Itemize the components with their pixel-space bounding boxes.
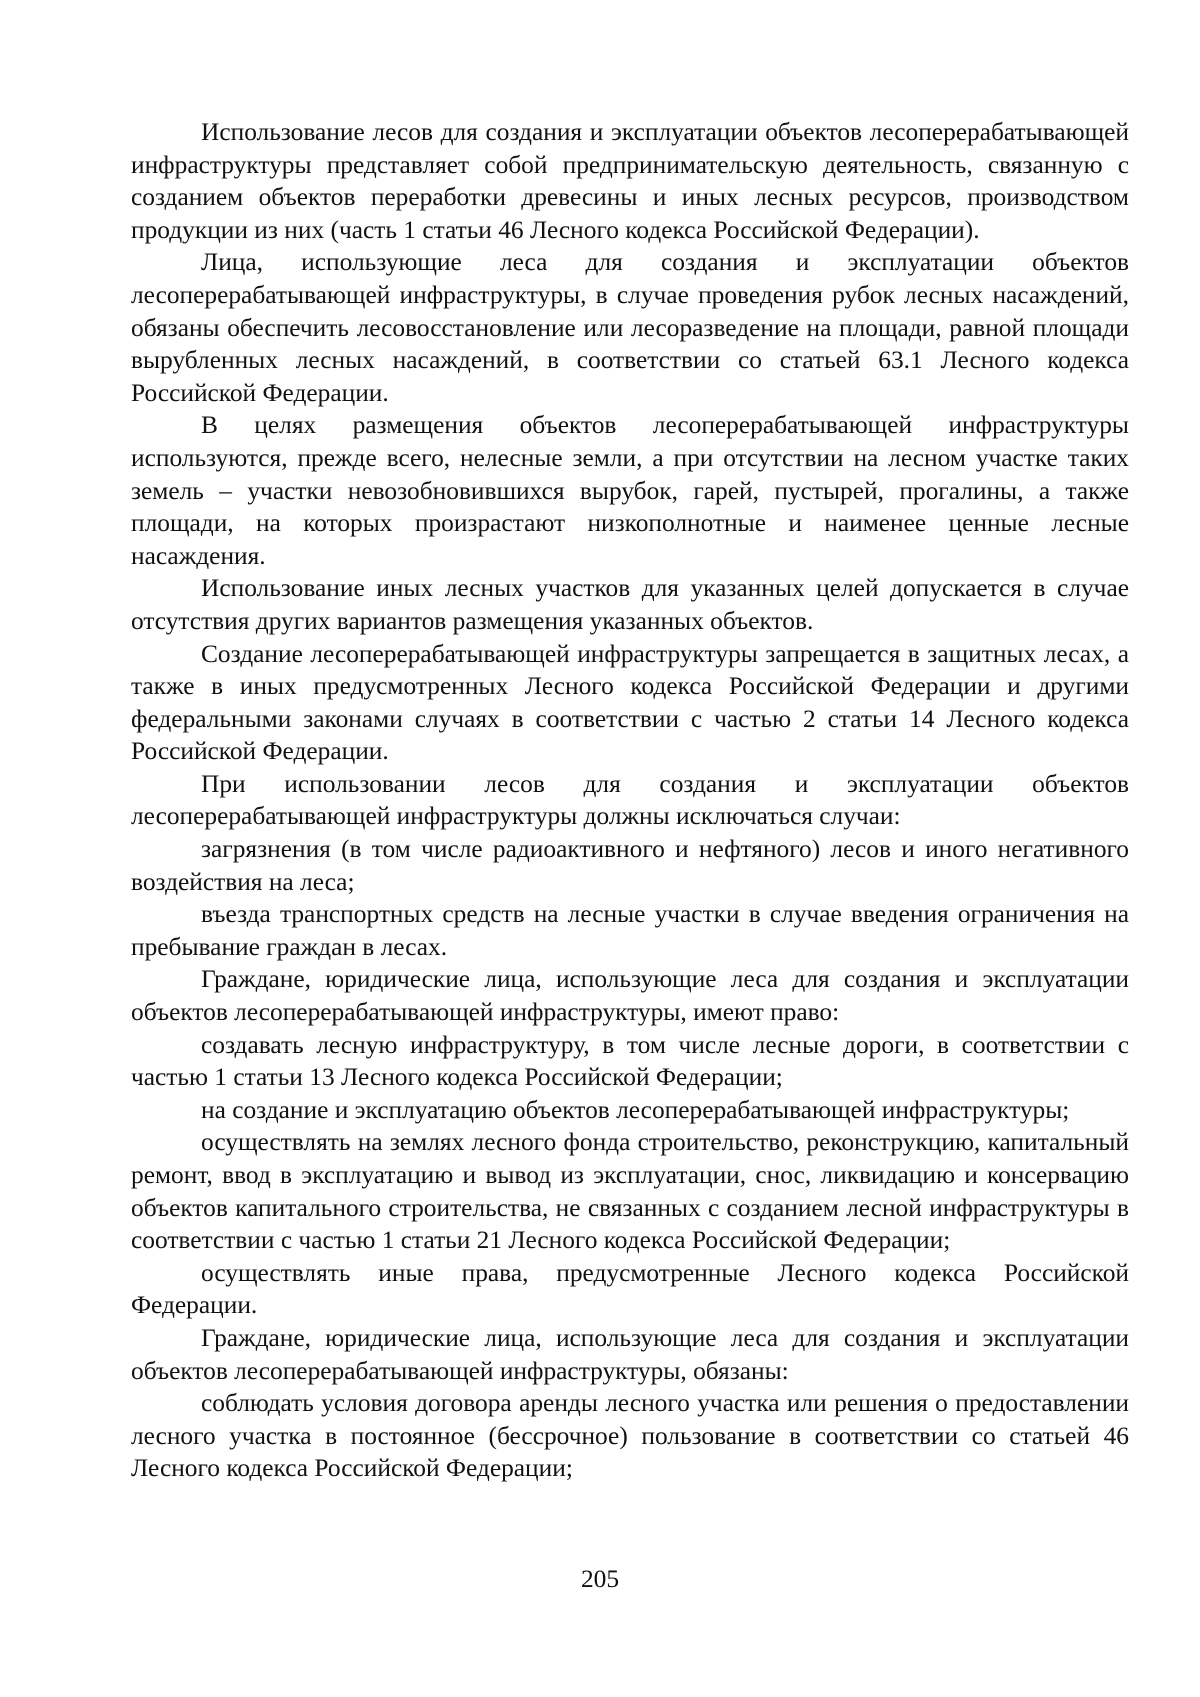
paragraph: соблюдать условия договора аренды лесного участка или решения о предоставлении лесного участка в постоянное (бессрочное) пользование в соответствии со статьей 46 Лесного кодекса Российской Федерации; [131, 1389, 1129, 1483]
paragraph: При использовании лесов для создания и эксплуатации объектов лесоперерабатывающей инфраструктуры должны исключаться случаи: [131, 769, 1129, 831]
paragraph: В целях размещения объектов лесоперерабатывающей инфраструктуры используются, прежде всего, нелесные земли, а при отсутствии на лесном участке таких земель – участки невозобновившихся вырубок, гарей, пустырей, прогалины, а также площади, на которых произрастают низкополнотные и наименее ценные лесные насаждения. [131, 411, 1129, 570]
paragraph: Создание лесоперерабатывающей инфраструктуры запрещается в защитных лесах, а также в иных предусмотренных Лесного кодекса Российской Федерации и другими федеральными законами случаях в соответствии с частью 2 статьи 14 Лесного кодекса Российской Федерации. [131, 639, 1129, 766]
paragraph: Использование иных лесных участков для указанных целей допускается в случае отсутствия других вариантов размещения указанных объектов. [131, 574, 1129, 635]
paragraph: Граждане, юридические лица, использующие леса для создания и эксплуатации объектов лесоперерабатывающей инфраструктуры, обязаны: [131, 1323, 1129, 1385]
paragraph: Использование лесов для создания и эксплуатации объектов лесоперерабатывающей инфраструктуры представляет собой предпринимательскую деятельность, связанную с созданием объектов переработки древесины и иных лесных ресурсов, производством продукции из них (часть 1 статьи 46 Лесного кодекса Российской Федерации). [131, 118, 1129, 244]
document-body [131, 116, 1129, 1485]
paragraph: Граждане, юридические лица, использующие леса для создания и эксплуатации объектов лесоперерабатывающей инфраструктуры, имеют право: [131, 965, 1129, 1027]
paragraph: на создание и эксплуатацию объектов лесоперерабатывающей инфраструктуры; [201, 1095, 1070, 1124]
paragraph: осуществлять иные права, предусмотренные Лесного кодекса Российской Федерации. [131, 1258, 1129, 1320]
paragraph: Лица, использующие леса для создания и эксплуатации объектов лесоперерабатывающей инфраструктуры, в случае проведения рубок лесных насаждений, обязаны обеспечить лесовосстановление или лесоразведение на площади, равной площади вырубленных лесных насаждений, в соответствии со статьей 63.1 Лесного кодекса Российской Федерации. [131, 248, 1129, 407]
paragraph: создавать лесную инфраструктуру, в том числе лесные дороги, в соответствии с частью 1 статьи 13 Лесного кодекса Российской Федерации; [131, 1030, 1129, 1092]
paragraph: осуществлять на землях лесного фонда строительство, реконструкцию, капитальный ремонт, ввод в эксплуатацию и вывод из эксплуатации, снос, ликвидацию и консервацию объектов капитального строительства, не связанных с созданием лесной инфраструктуры в соответствии с частью 1 статьи 21 Лесного кодекса Российской Федерации; [131, 1128, 1129, 1255]
page-number: 205 [580, 1565, 620, 1593]
paragraph: загрязнения (в том числе радиоактивного и нефтяного) лесов и иного негативного воздействия на леса; [131, 835, 1129, 896]
paragraph: въезда транспортных средств на лесные участки в случае введения ограничения на пребывание граждан в лесах. [131, 900, 1129, 961]
